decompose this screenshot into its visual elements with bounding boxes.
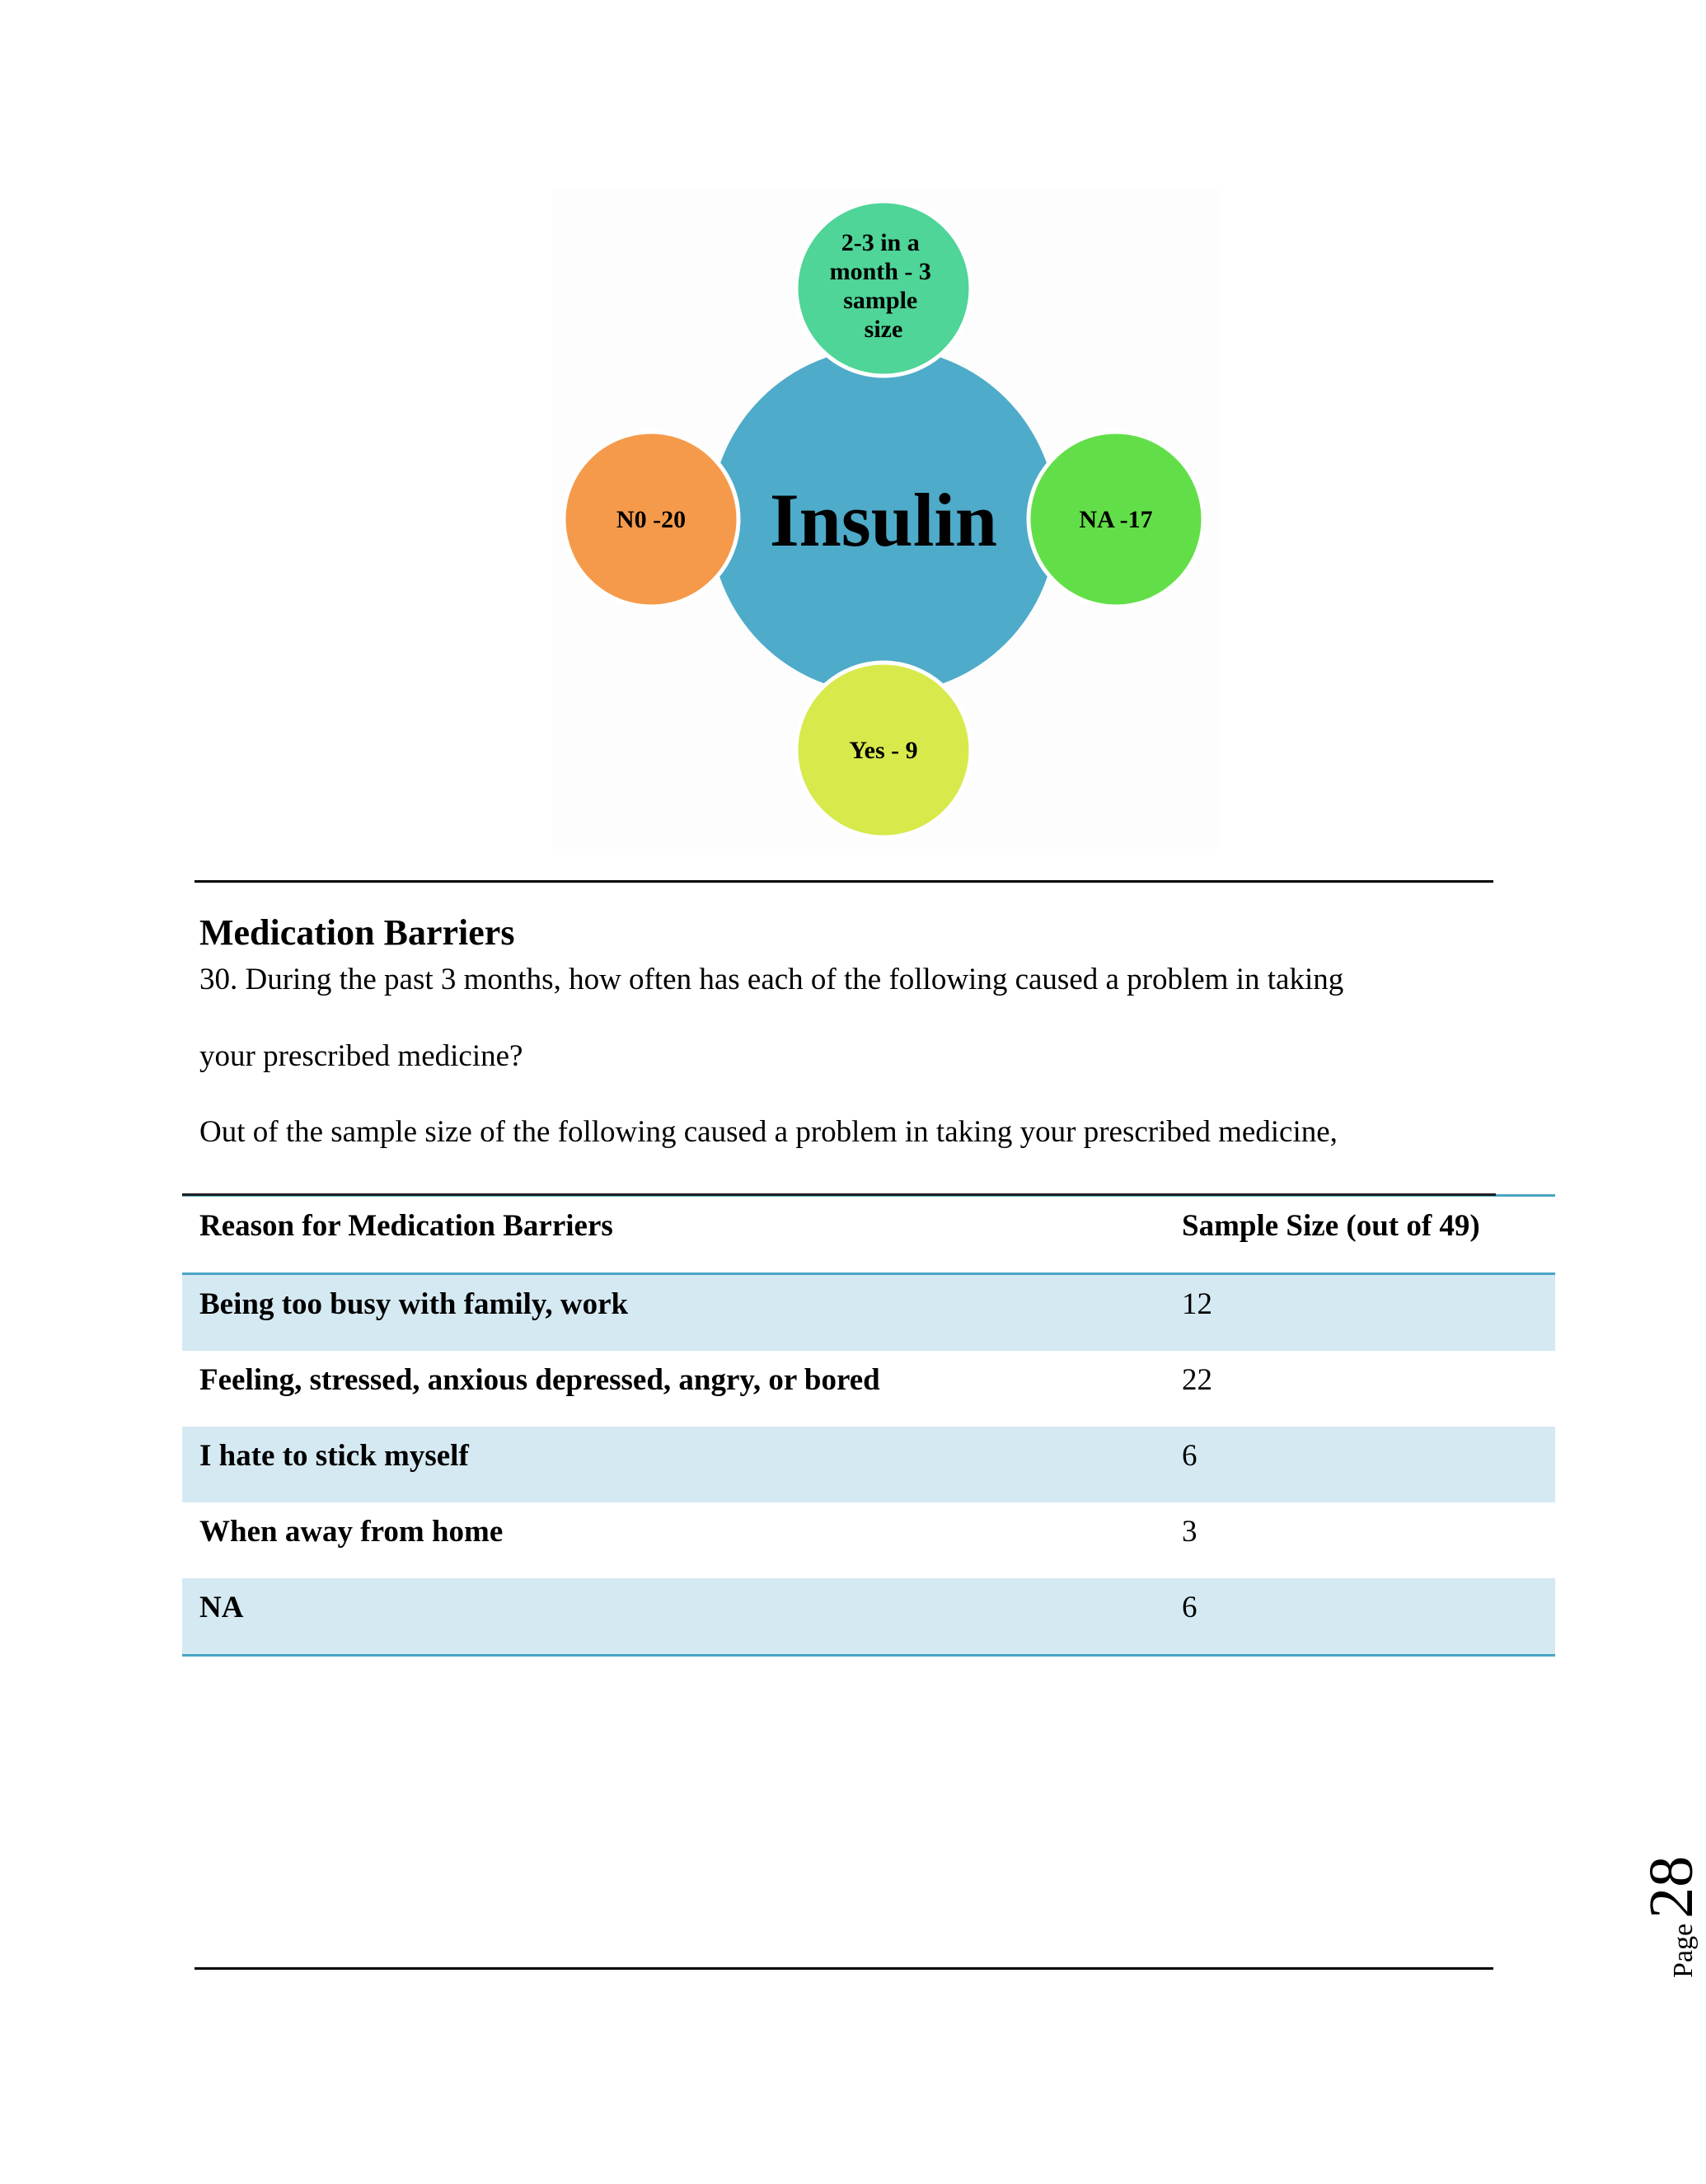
row-reason: NA <box>199 1591 244 1624</box>
row-size: 22 <box>1182 1363 1212 1397</box>
node-left <box>564 432 738 607</box>
header-reason: Reason for Medication Barriers <box>199 1209 613 1243</box>
row-size: 6 <box>1182 1591 1197 1624</box>
medication-barriers-table <box>182 1194 1555 1657</box>
section-divider-top <box>195 880 1493 883</box>
section-heading: Medication Barriers <box>199 912 515 953</box>
row-reason: I hate to stick myself <box>199 1439 469 1473</box>
insulin-diagram <box>552 190 1220 849</box>
header-sample-size: Sample Size (out of 49) <box>1182 1209 1480 1243</box>
node-top-line-3: sample <box>843 287 918 314</box>
node-right <box>1029 432 1203 607</box>
row-reason: Feeling, stressed, anxious depressed, angry, or bored <box>199 1363 880 1397</box>
node-bottom <box>796 663 971 837</box>
node-left-label: N0 -20 <box>616 506 687 533</box>
row-size: 3 <box>1182 1515 1197 1549</box>
table-row <box>182 1275 1555 1351</box>
insulin-diagram-svg <box>552 190 1220 849</box>
node-top-line-1: 2-3 in a <box>841 229 920 256</box>
table-row <box>182 1502 1555 1578</box>
page-number-value: 28 <box>1637 1855 1706 1919</box>
table-row <box>182 1351 1555 1427</box>
table-row <box>182 1578 1555 1654</box>
footer-divider <box>195 1967 1493 1970</box>
table-top-rule <box>182 1193 1496 1196</box>
node-bottom-label: Yes - 9 <box>849 737 918 764</box>
question-text-line-2: your prescribed medicine? <box>199 1039 523 1073</box>
node-right-label: NA -17 <box>1079 506 1153 533</box>
page-word: Page <box>1668 1923 1699 1978</box>
row-size: 6 <box>1182 1439 1197 1473</box>
table-header-row <box>182 1197 1555 1275</box>
node-top <box>796 201 971 376</box>
table-row <box>182 1427 1555 1502</box>
row-size: 12 <box>1182 1287 1212 1321</box>
question-text-line-1: 30. During the past 3 months, how often has each of the following caused a problem in taking <box>199 963 1344 996</box>
row-reason: When away from home <box>199 1515 504 1549</box>
node-top-line-4: size <box>864 316 903 343</box>
node-top-line-2: month - 3 <box>829 258 931 285</box>
center-label: Insulin <box>769 478 998 562</box>
intro-text: Out of the sample size of the following caused a problem in taking your prescribed medicine, <box>199 1115 1338 1149</box>
page-number <box>1558 1813 1706 1978</box>
row-reason: Being too busy with family, work <box>199 1287 629 1321</box>
